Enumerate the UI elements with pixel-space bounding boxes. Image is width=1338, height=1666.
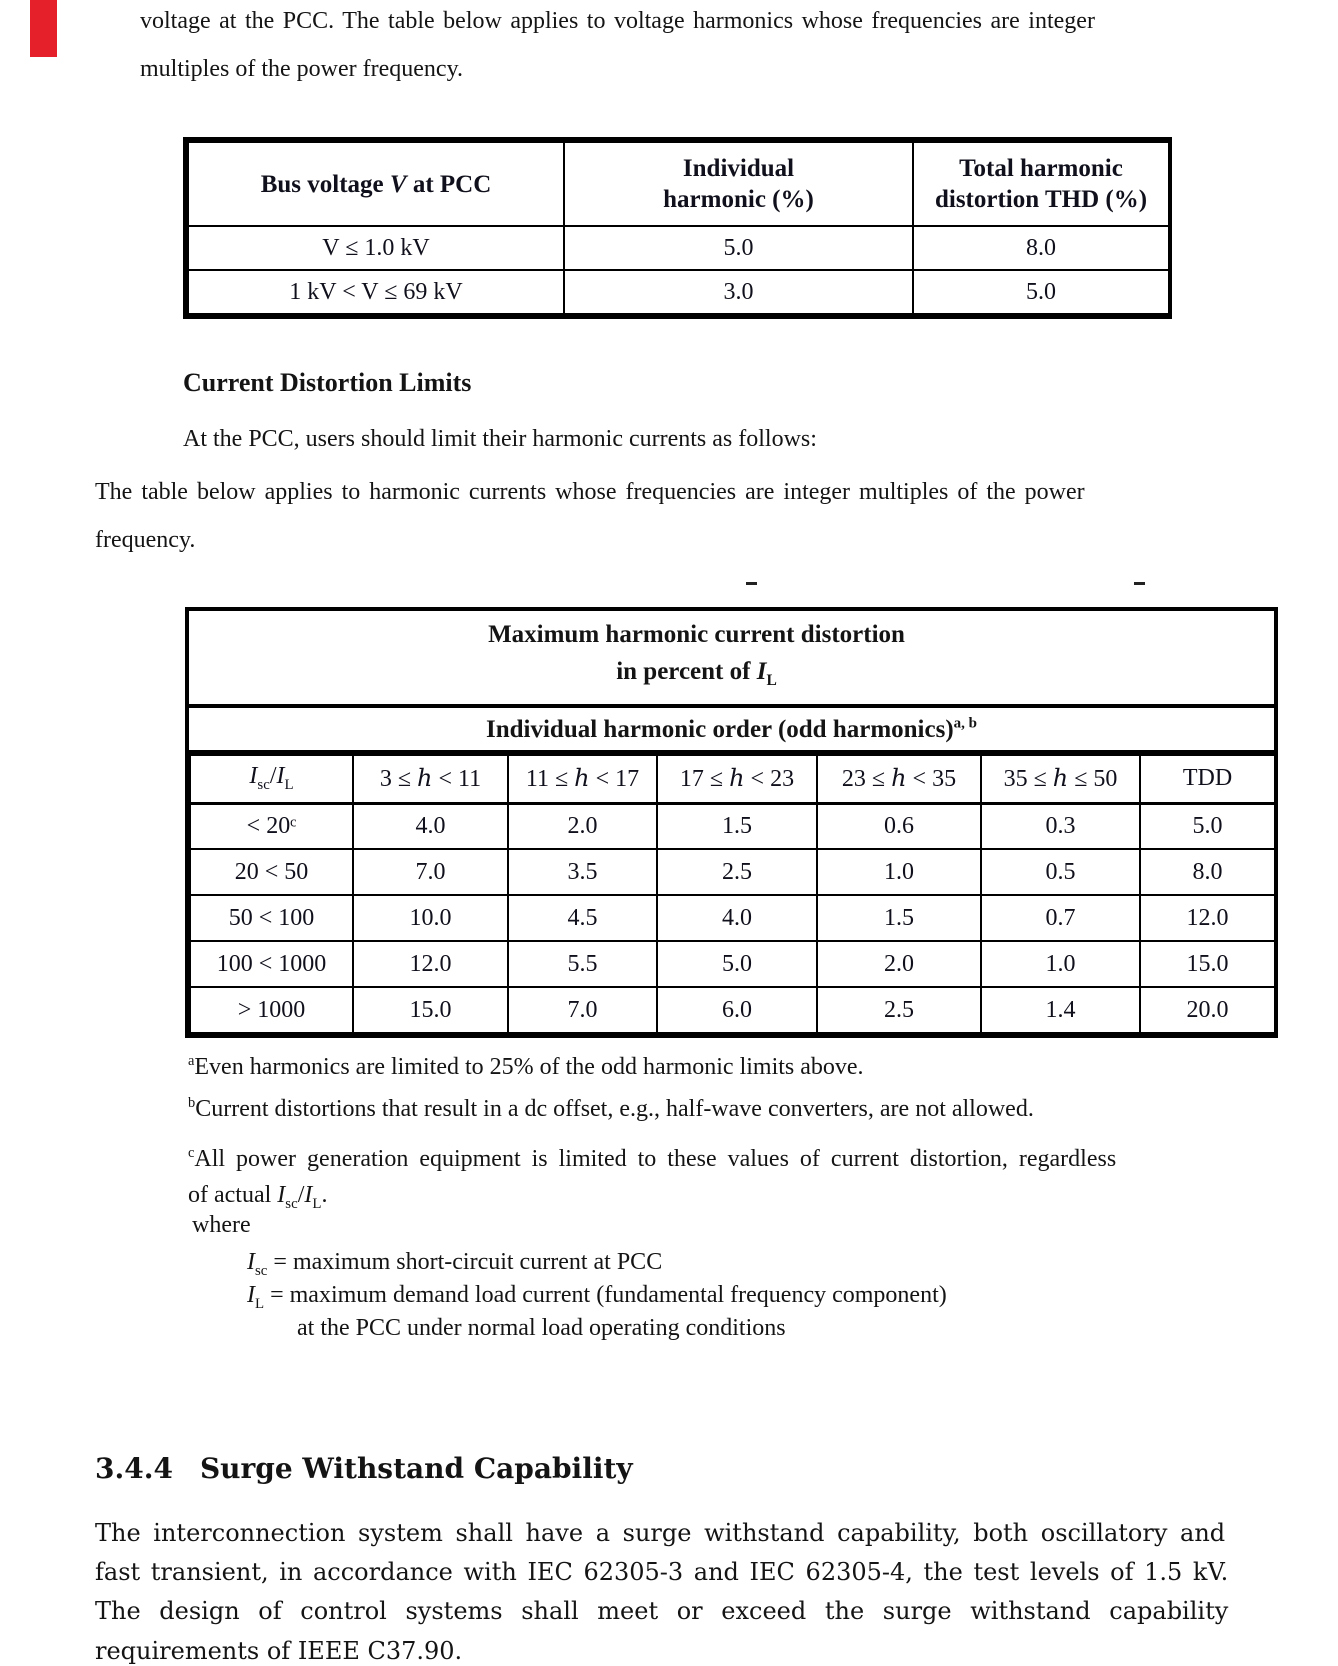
- table-cell: 8.0: [913, 226, 1169, 270]
- table-row: [190, 941, 1275, 987]
- table-cell: 8.0: [1140, 849, 1275, 895]
- subheader-text: Individual harmonic order (odd harmonics): [486, 716, 954, 743]
- current-table-header-row: [190, 755, 1275, 803]
- table-cell: 0.7: [981, 895, 1140, 941]
- variable-i: I: [304, 1182, 313, 1208]
- table-cell: 1.4: [981, 987, 1140, 1033]
- table-cell: 2.0: [508, 803, 657, 849]
- table-cell: > 1000: [190, 987, 353, 1033]
- footnote-c-line2-text: of actual: [188, 1182, 278, 1208]
- table-row: [190, 849, 1275, 895]
- table-cell: 2.5: [817, 987, 981, 1033]
- subscript-sc: sc: [285, 1195, 298, 1212]
- voltage-distortion-table: [183, 137, 1172, 319]
- table-cell: 7.0: [508, 987, 657, 1033]
- table-cell: 6.0: [657, 987, 817, 1033]
- table-cell: 20 < 50: [190, 849, 353, 895]
- surge-paragraph-line2: fast transient, in accordance with IEC 62305-3 and IEC 62305-4, the test levels of 1.5 kV.: [95, 1558, 1229, 1586]
- footnote-a: [188, 1052, 864, 1082]
- slash: /: [297, 1182, 305, 1208]
- variable-i: I: [249, 763, 258, 790]
- variable-v: V: [389, 170, 407, 198]
- header-bus-voltage: [188, 142, 564, 226]
- stray-dash-left: [746, 582, 757, 585]
- table-cell: 2.0: [817, 941, 981, 987]
- table-cell: 1.5: [657, 803, 817, 849]
- table-cell: 0.3: [981, 803, 1140, 849]
- current-table: [189, 754, 1276, 1034]
- header-individual-harmonic: [564, 142, 913, 226]
- table-cell: 7.0: [353, 849, 508, 895]
- stray-dash-right: [1134, 582, 1145, 585]
- intro-paragraph-line1: voltage at the PCC. The table below applies to voltage harmonics whose frequencies are integer: [140, 8, 1095, 34]
- table-cell: 100 < 1000: [190, 941, 353, 987]
- table-row: [188, 270, 1169, 314]
- table-cell: 1.5: [817, 895, 981, 941]
- variable-i: I: [276, 763, 285, 790]
- section-number: 3.4.4: [95, 1452, 173, 1485]
- table-cell: 0.6: [817, 803, 981, 849]
- header-text: Bus voltage: [260, 170, 390, 198]
- voltage-table-header-row: [188, 142, 1169, 226]
- table-cell: 1.0: [817, 849, 981, 895]
- table-cell: 3.0: [564, 270, 913, 314]
- title-line2: in percent of: [616, 658, 757, 685]
- current-distortion-table: [185, 607, 1278, 1038]
- footnote-a-text: Even harmonics are limited to 25% of the odd harmonic limits above.: [194, 1054, 864, 1080]
- table-cell: 5.0: [913, 270, 1169, 314]
- footnote-c-text: All power generation equipment is limited to these values of current distortion, regardless: [194, 1146, 1117, 1172]
- header-range-1: 3 ≤ ℎ < 11: [353, 755, 508, 803]
- table-cell: 50 < 100: [190, 895, 353, 941]
- title-line1: Maximum harmonic current distortion: [488, 621, 905, 648]
- header-range-2: 11 ≤ ℎ < 17: [508, 755, 657, 803]
- footnote-b-text: Current distortions that result in a dc offset, e.g., half-wave converters, are not allowed.: [195, 1096, 1034, 1122]
- red-marker: [30, 0, 57, 57]
- table-cell: 4.5: [508, 895, 657, 941]
- isc-definition-text: = maximum short-circuit current at PCC: [267, 1249, 663, 1275]
- table-cell: 4.0: [657, 895, 817, 941]
- table-cell: < 20ᶜ: [190, 803, 353, 849]
- il-definition-text: = maximum demand load current (fundamental frequency component): [264, 1282, 947, 1308]
- table-cell: 1.0: [981, 941, 1140, 987]
- variable-i: I: [756, 658, 767, 685]
- table-cell: 0.5: [981, 849, 1140, 895]
- slash: /: [269, 763, 277, 790]
- subscript-l: L: [284, 777, 294, 794]
- header-text: harmonic (%): [663, 186, 814, 213]
- table-row: [190, 803, 1275, 849]
- subscript-sc: sc: [255, 1262, 268, 1279]
- table-row: [190, 987, 1275, 1033]
- where-label: where: [192, 1212, 251, 1238]
- section-title: Surge Withstand Capability: [199, 1452, 633, 1485]
- subscript-l: L: [255, 1295, 265, 1312]
- subscript-sc: sc: [257, 777, 270, 794]
- current-table-body: [190, 803, 1275, 1033]
- header-text: distortion THD (%): [934, 186, 1148, 213]
- variable-i: I: [247, 1282, 255, 1308]
- footnote-b-marker: b: [188, 1095, 196, 1111]
- voltage-table: [187, 141, 1170, 315]
- period: .: [321, 1182, 328, 1208]
- table-cell: 15.0: [1140, 941, 1275, 987]
- header-text: at PCC: [406, 170, 492, 198]
- table-row: [188, 226, 1169, 270]
- table-cell: 5.5: [508, 941, 657, 987]
- header-tdd: TDD: [1140, 755, 1275, 803]
- table-cell: 20.0: [1140, 987, 1275, 1033]
- table-cell: 1 kV < V ≤ 69 kV: [188, 270, 564, 314]
- current-paragraph-2-line2: frequency.: [95, 527, 196, 553]
- header-range-5: 35 ≤ ℎ ≤ 50: [981, 755, 1140, 803]
- table-cell: 10.0: [353, 895, 508, 941]
- table-cell: 5.0: [564, 226, 913, 270]
- header-range-3: 17 ≤ ℎ < 23: [657, 755, 817, 803]
- table-cell: 2.5: [657, 849, 817, 895]
- surge-paragraph-line4: requirements of IEEE C37.90.: [95, 1637, 463, 1665]
- table-cell: 3.5: [508, 849, 657, 895]
- header-isc-il: [190, 755, 353, 803]
- header-thd: [913, 142, 1169, 226]
- current-distortion-heading: Current Distortion Limits: [183, 368, 472, 397]
- current-paragraph-2-line1: The table below applies to harmonic currents whose frequencies are integer multiples of the power: [95, 479, 1085, 505]
- table-cell: 12.0: [353, 941, 508, 987]
- table-cell: 15.0: [353, 987, 508, 1033]
- current-table-subheader: [189, 708, 1274, 754]
- header-range-4: 23 ≤ ℎ < 35: [817, 755, 981, 803]
- header-text: Individual: [682, 155, 795, 182]
- il-definition-continuation: at the PCC under normal load operating conditions: [297, 1315, 786, 1341]
- footnote-a-marker: a: [188, 1053, 195, 1069]
- intro-paragraph-line2: multiples of the power frequency.: [140, 56, 464, 82]
- table-row: [190, 895, 1275, 941]
- table-cell: 5.0: [657, 941, 817, 987]
- current-paragraph-1: At the PCC, users should limit their harmonic currents as follows:: [183, 426, 817, 452]
- current-table-title: [189, 611, 1274, 708]
- footnote-c: [188, 1144, 1254, 1174]
- variable-i: I: [277, 1182, 286, 1208]
- subscript-l: L: [312, 1195, 322, 1212]
- voltage-table-body: [188, 226, 1169, 314]
- table-cell: V ≤ 1.0 kV: [188, 226, 564, 270]
- header-text: Total harmonic: [959, 155, 1123, 182]
- surge-paragraph-line1: The interconnection system shall have a surge withstand capability, both oscillatory and: [95, 1519, 1226, 1547]
- table-cell: 4.0: [353, 803, 508, 849]
- table-cell: 5.0: [1140, 803, 1275, 849]
- subscript-l: L: [766, 672, 777, 689]
- variable-i: I: [247, 1249, 255, 1275]
- surge-section-heading: [95, 1452, 633, 1485]
- footnote-b: [188, 1094, 1034, 1124]
- table-cell: 12.0: [1140, 895, 1275, 941]
- surge-paragraph-line3: The design of control systems shall meet or exceed the surge withstand capability: [95, 1597, 1229, 1625]
- footnote-c-marker: c: [188, 1145, 195, 1161]
- superscript-ab: a, b: [953, 715, 977, 732]
